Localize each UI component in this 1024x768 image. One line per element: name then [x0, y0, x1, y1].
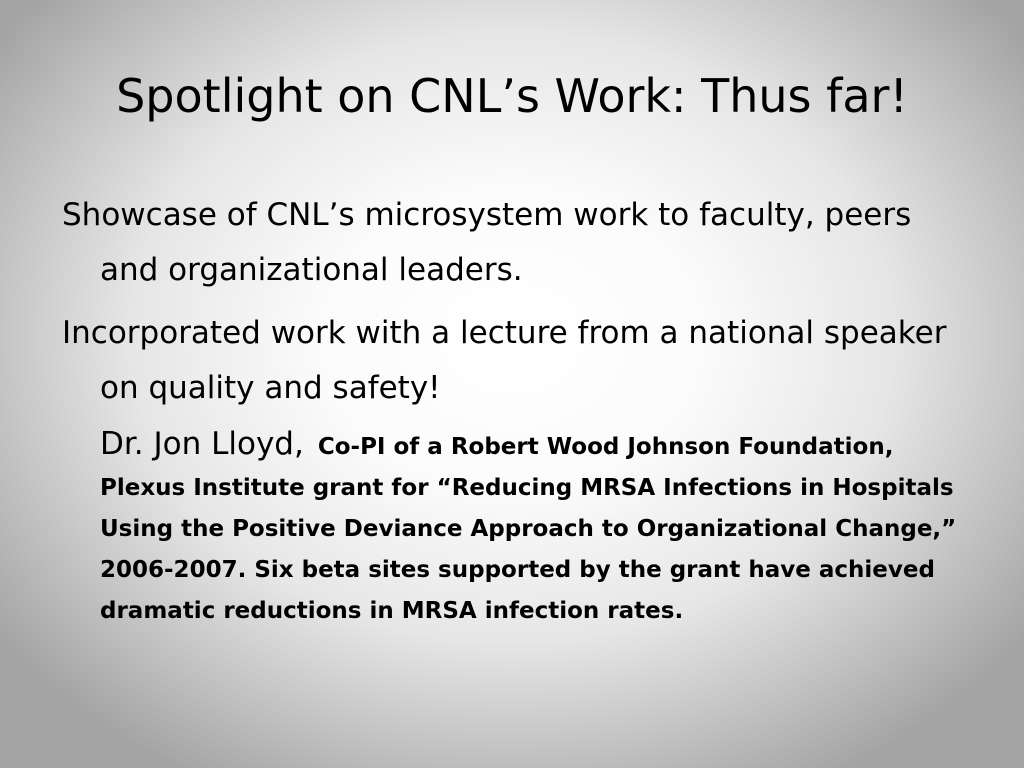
speaker-name: Dr. Jon Lloyd,	[100, 426, 304, 462]
slide-title: Spotlight on CNL’s Work: Thus far!	[116, 69, 908, 123]
bullet-showcase: Showcase of CNL’s microsystem work to faculty, peers and organizational leaders.	[62, 197, 912, 288]
speaker-bio: Co-PI of a Robert Wood Johnson Foundation, Plexus Institute grant for “Reducing MRSA Infections in Hospitals Using the Positive Deviance Approach to Organizational Change,” 2006-2007. Six beta sites supported by the grant have achieved dramatic reductions in MRSA infection rates.	[100, 434, 957, 624]
slide-body	[62, 188, 977, 632]
bullet-lecture: Incorporated work with a lecture from a national speaker on quality and safety!	[62, 315, 947, 406]
speaker-description	[62, 424, 977, 632]
